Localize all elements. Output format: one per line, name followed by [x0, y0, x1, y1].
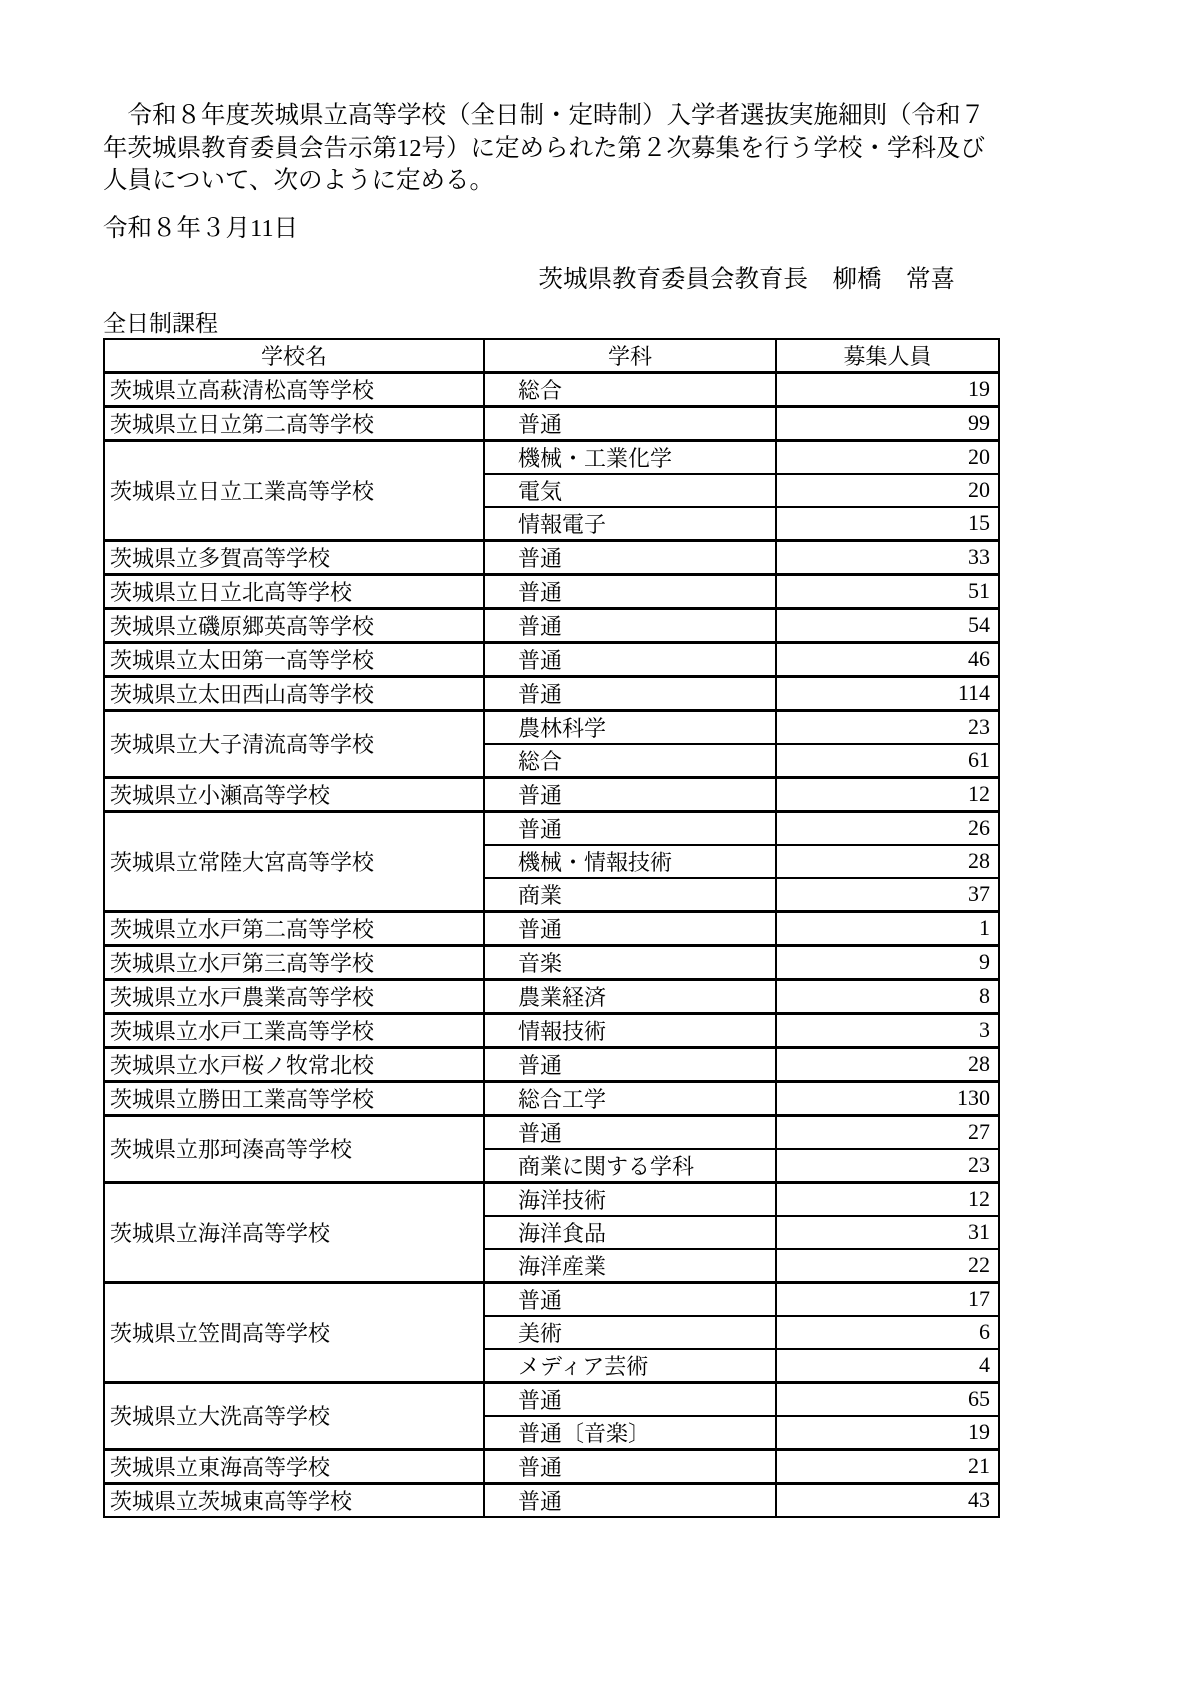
section-label: 全日制課程	[103, 310, 218, 336]
school-group	[104, 1115, 999, 1182]
school-name-cell: 茨城県立大子清流高等学校	[104, 710, 484, 777]
table-row	[104, 1449, 999, 1483]
school-name-cell: 茨城県立勝田工業高等学校	[104, 1081, 484, 1115]
header-department: 学科	[484, 339, 776, 373]
school-name-cell: 茨城県立日立第二高等学校	[104, 406, 484, 440]
table-row	[104, 1013, 999, 1047]
school-group	[104, 372, 999, 406]
table-row	[104, 372, 999, 406]
intro-paragraph	[103, 100, 1003, 198]
department-cell: 普通	[484, 1382, 776, 1416]
capacity-cell: 22	[776, 1249, 999, 1283]
table-row	[104, 1483, 999, 1517]
capacity-cell: 51	[776, 574, 999, 608]
table-row	[104, 777, 999, 811]
capacity-cell: 1	[776, 911, 999, 945]
department-cell: 電気	[484, 474, 776, 507]
capacity-cell: 19	[776, 1416, 999, 1450]
recruitment-table	[103, 338, 1000, 1518]
capacity-cell: 99	[776, 406, 999, 440]
department-cell: 普通	[484, 1282, 776, 1316]
header-school-name: 学校名	[104, 339, 484, 373]
school-group	[104, 1382, 999, 1449]
department-cell: 普通	[484, 406, 776, 440]
capacity-cell: 6	[776, 1316, 999, 1349]
capacity-cell: 20	[776, 440, 999, 474]
department-cell: 情報電子	[484, 507, 776, 541]
school-group	[104, 1282, 999, 1382]
table-row	[104, 642, 999, 676]
department-cell: 情報技術	[484, 1013, 776, 1047]
department-cell: 普通	[484, 642, 776, 676]
department-cell: 普通〔音楽〕	[484, 1416, 776, 1450]
school-group	[104, 676, 999, 710]
capacity-cell: 54	[776, 608, 999, 642]
capacity-cell: 20	[776, 474, 999, 507]
department-cell: 商業に関する学科	[484, 1149, 776, 1183]
school-group	[104, 979, 999, 1013]
department-cell: 普通	[484, 608, 776, 642]
capacity-cell: 21	[776, 1449, 999, 1483]
school-group	[104, 440, 999, 540]
school-name-cell: 茨城県立那珂湊高等学校	[104, 1115, 484, 1182]
capacity-cell: 130	[776, 1081, 999, 1115]
department-cell: 農林科学	[484, 710, 776, 744]
table-row	[104, 1047, 999, 1081]
signature-line: 茨城県教育委員会教育長 柳橋 常喜	[538, 265, 955, 293]
capacity-cell: 17	[776, 1282, 999, 1316]
school-group	[104, 642, 999, 676]
table-row	[104, 1182, 999, 1216]
department-cell: 機械・工業化学	[484, 440, 776, 474]
table-row	[104, 676, 999, 710]
department-cell: 普通	[484, 676, 776, 710]
capacity-cell: 12	[776, 1182, 999, 1216]
department-cell: 普通	[484, 811, 776, 845]
department-cell: 海洋技術	[484, 1182, 776, 1216]
header-capacity: 募集人員	[776, 339, 999, 373]
table-row	[104, 406, 999, 440]
department-cell: 海洋産業	[484, 1249, 776, 1283]
school-name-cell: 茨城県立海洋高等学校	[104, 1182, 484, 1282]
capacity-cell: 19	[776, 372, 999, 406]
table-row	[104, 540, 999, 574]
school-name-cell: 茨城県立磯原郷英高等学校	[104, 608, 484, 642]
school-group	[104, 945, 999, 979]
capacity-cell: 37	[776, 878, 999, 912]
capacity-cell: 15	[776, 507, 999, 541]
school-name-cell: 茨城県立日立工業高等学校	[104, 440, 484, 540]
school-name-cell: 茨城県立水戸第三高等学校	[104, 945, 484, 979]
intro-line-3: 人員について、次のように定める。	[103, 167, 495, 194]
capacity-cell: 46	[776, 642, 999, 676]
school-group	[104, 574, 999, 608]
school-name-cell: 茨城県立大洗高等学校	[104, 1382, 484, 1449]
table-header-row	[104, 339, 999, 373]
school-group	[104, 540, 999, 574]
capacity-cell: 12	[776, 777, 999, 811]
school-group	[104, 1013, 999, 1047]
department-cell: 普通	[484, 1047, 776, 1081]
capacity-cell: 61	[776, 744, 999, 778]
school-name-cell: 茨城県立水戸第二高等学校	[104, 911, 484, 945]
table-row	[104, 911, 999, 945]
capacity-cell: 28	[776, 845, 999, 878]
school-group	[104, 406, 999, 440]
department-cell: 総合	[484, 744, 776, 778]
table-row	[104, 811, 999, 845]
school-name-cell: 茨城県立太田第一高等学校	[104, 642, 484, 676]
capacity-cell: 23	[776, 1149, 999, 1183]
table-row	[104, 574, 999, 608]
table-row	[104, 1282, 999, 1316]
school-group	[104, 1449, 999, 1483]
capacity-cell: 3	[776, 1013, 999, 1047]
intro-line-2: 年茨城県教育委員会告示第12号）に定められた第２次募集を行う学校・学科及び	[103, 134, 985, 162]
department-cell: 総合工学	[484, 1081, 776, 1115]
table-row	[104, 1081, 999, 1115]
school-group	[104, 1047, 999, 1081]
capacity-cell: 8	[776, 979, 999, 1013]
department-cell: 普通	[484, 777, 776, 811]
school-name-cell: 茨城県立日立北高等学校	[104, 574, 484, 608]
table-row	[104, 945, 999, 979]
department-cell: 機械・情報技術	[484, 845, 776, 878]
date-line: 令和８年３月11日	[103, 214, 299, 242]
school-name-cell: 茨城県立水戸工業高等学校	[104, 1013, 484, 1047]
department-cell: 普通	[484, 911, 776, 945]
table-row	[104, 608, 999, 642]
capacity-cell: 33	[776, 540, 999, 574]
capacity-cell: 27	[776, 1115, 999, 1149]
capacity-cell: 28	[776, 1047, 999, 1081]
department-cell: 普通	[484, 1115, 776, 1149]
school-group	[104, 1182, 999, 1282]
department-cell: 総合	[484, 372, 776, 406]
table-row	[104, 1115, 999, 1149]
school-name-cell: 茨城県立茨城東高等学校	[104, 1483, 484, 1517]
department-cell: 美術	[484, 1316, 776, 1349]
school-group	[104, 1081, 999, 1115]
department-cell: 普通	[484, 574, 776, 608]
department-cell: 普通	[484, 540, 776, 574]
school-name-cell: 茨城県立水戸桜ノ牧常北校	[104, 1047, 484, 1081]
table-row	[104, 710, 999, 744]
capacity-cell: 114	[776, 676, 999, 710]
department-cell: 農業経済	[484, 979, 776, 1013]
school-name-cell: 茨城県立多賀高等学校	[104, 540, 484, 574]
school-group	[104, 777, 999, 811]
department-cell: 普通	[484, 1449, 776, 1483]
school-group	[104, 811, 999, 911]
table-row	[104, 440, 999, 474]
capacity-cell: 4	[776, 1349, 999, 1383]
school-group	[104, 1483, 999, 1517]
capacity-cell: 26	[776, 811, 999, 845]
capacity-cell: 31	[776, 1216, 999, 1249]
department-cell: 音楽	[484, 945, 776, 979]
table-row	[104, 979, 999, 1013]
school-group	[104, 911, 999, 945]
school-name-cell: 茨城県立太田西山高等学校	[104, 676, 484, 710]
capacity-cell: 9	[776, 945, 999, 979]
capacity-cell: 65	[776, 1382, 999, 1416]
school-name-cell: 茨城県立笠間高等学校	[104, 1282, 484, 1382]
table-row	[104, 1382, 999, 1416]
department-cell: メディア芸術	[484, 1349, 776, 1383]
school-name-cell: 茨城県立高萩清松高等学校	[104, 372, 484, 406]
intro-line-1: 令和８年度茨城県立高等学校（全日制・定時制）入学者選抜実施細則（令和７	[103, 102, 985, 129]
school-name-cell: 茨城県立常陸大宮高等学校	[104, 811, 484, 911]
capacity-cell: 43	[776, 1483, 999, 1517]
school-group	[104, 710, 999, 777]
school-name-cell: 茨城県立東海高等学校	[104, 1449, 484, 1483]
school-group	[104, 608, 999, 642]
capacity-cell: 23	[776, 710, 999, 744]
department-cell: 普通	[484, 1483, 776, 1517]
department-cell: 商業	[484, 878, 776, 912]
school-name-cell: 茨城県立水戸農業高等学校	[104, 979, 484, 1013]
department-cell: 海洋食品	[484, 1216, 776, 1249]
school-name-cell: 茨城県立小瀬高等学校	[104, 777, 484, 811]
